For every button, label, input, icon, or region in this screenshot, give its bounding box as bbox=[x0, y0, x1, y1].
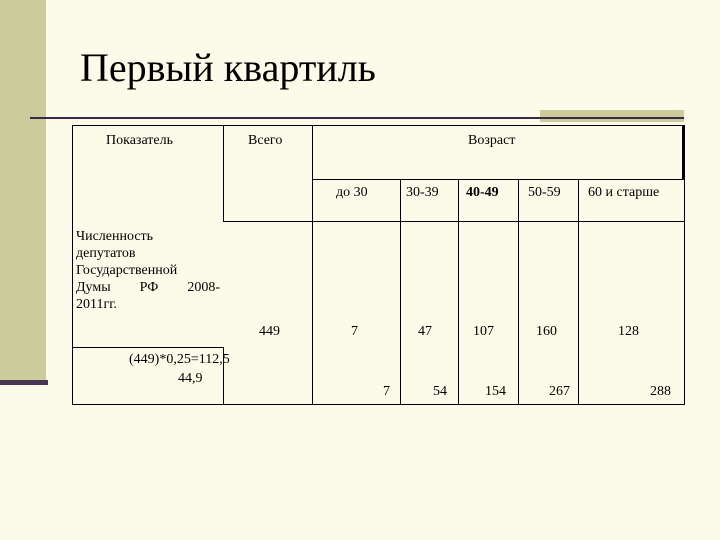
row-label-line: депутатов bbox=[76, 246, 136, 261]
quartile-value: 54 bbox=[433, 384, 447, 399]
row-label-line: Государственной bbox=[76, 263, 178, 278]
quartile-formula: (449)*0,25=112,5 bbox=[129, 352, 230, 367]
col-line-age-1 bbox=[400, 179, 401, 405]
row-total: 449 bbox=[259, 324, 280, 339]
header-age: Возраст bbox=[468, 133, 516, 148]
col-line-age-3 bbox=[518, 179, 519, 405]
row-label-line: 2011гг. bbox=[76, 297, 117, 312]
age-group-header: до 30 bbox=[336, 185, 368, 200]
quartile-value: 288 bbox=[650, 384, 671, 399]
title-underline bbox=[30, 117, 684, 119]
table-border-right bbox=[684, 125, 685, 405]
quartile-value: 267 bbox=[549, 384, 570, 399]
row-value: 128 bbox=[618, 324, 639, 339]
table-border-left bbox=[72, 125, 73, 405]
age-group-header: 40-49 bbox=[466, 185, 499, 200]
decorative-top-accent bbox=[540, 110, 684, 122]
quartile-result: 44,9 bbox=[178, 371, 203, 386]
col-line-age-2 bbox=[458, 179, 459, 405]
row-line-header-bottom bbox=[223, 221, 685, 222]
table-border-bottom bbox=[72, 404, 685, 405]
quartile-value: 7 bbox=[383, 384, 390, 399]
col-line-age-4 bbox=[578, 179, 579, 405]
col-line-total bbox=[312, 125, 313, 405]
decorative-side-accent bbox=[0, 380, 48, 385]
age-group-header: 60 и старше bbox=[588, 185, 660, 200]
row-label bbox=[76, 228, 220, 313]
table-border-top bbox=[72, 125, 685, 126]
decorative-side-bar bbox=[0, 0, 46, 383]
row-value: 7 bbox=[351, 324, 358, 339]
quartile-value: 154 bbox=[485, 384, 506, 399]
slide-title: Первый квартиль bbox=[80, 45, 376, 90]
row-value: 107 bbox=[473, 324, 494, 339]
row-label-line: Думы РФ 2008- bbox=[76, 280, 220, 295]
header-right-edge bbox=[682, 125, 684, 179]
data-table bbox=[72, 125, 685, 405]
row-line-quartile bbox=[72, 347, 223, 348]
row-value: 47 bbox=[418, 324, 432, 339]
header-total: Всего bbox=[248, 133, 283, 148]
header-indicator: Показатель bbox=[106, 133, 173, 148]
col-line-indicator-top bbox=[223, 125, 224, 221]
row-line-age-header bbox=[312, 179, 685, 180]
row-label-line: Численность bbox=[76, 229, 154, 244]
row-value: 160 bbox=[536, 324, 557, 339]
age-group-header: 30-39 bbox=[406, 185, 439, 200]
age-group-header: 50-59 bbox=[528, 185, 561, 200]
